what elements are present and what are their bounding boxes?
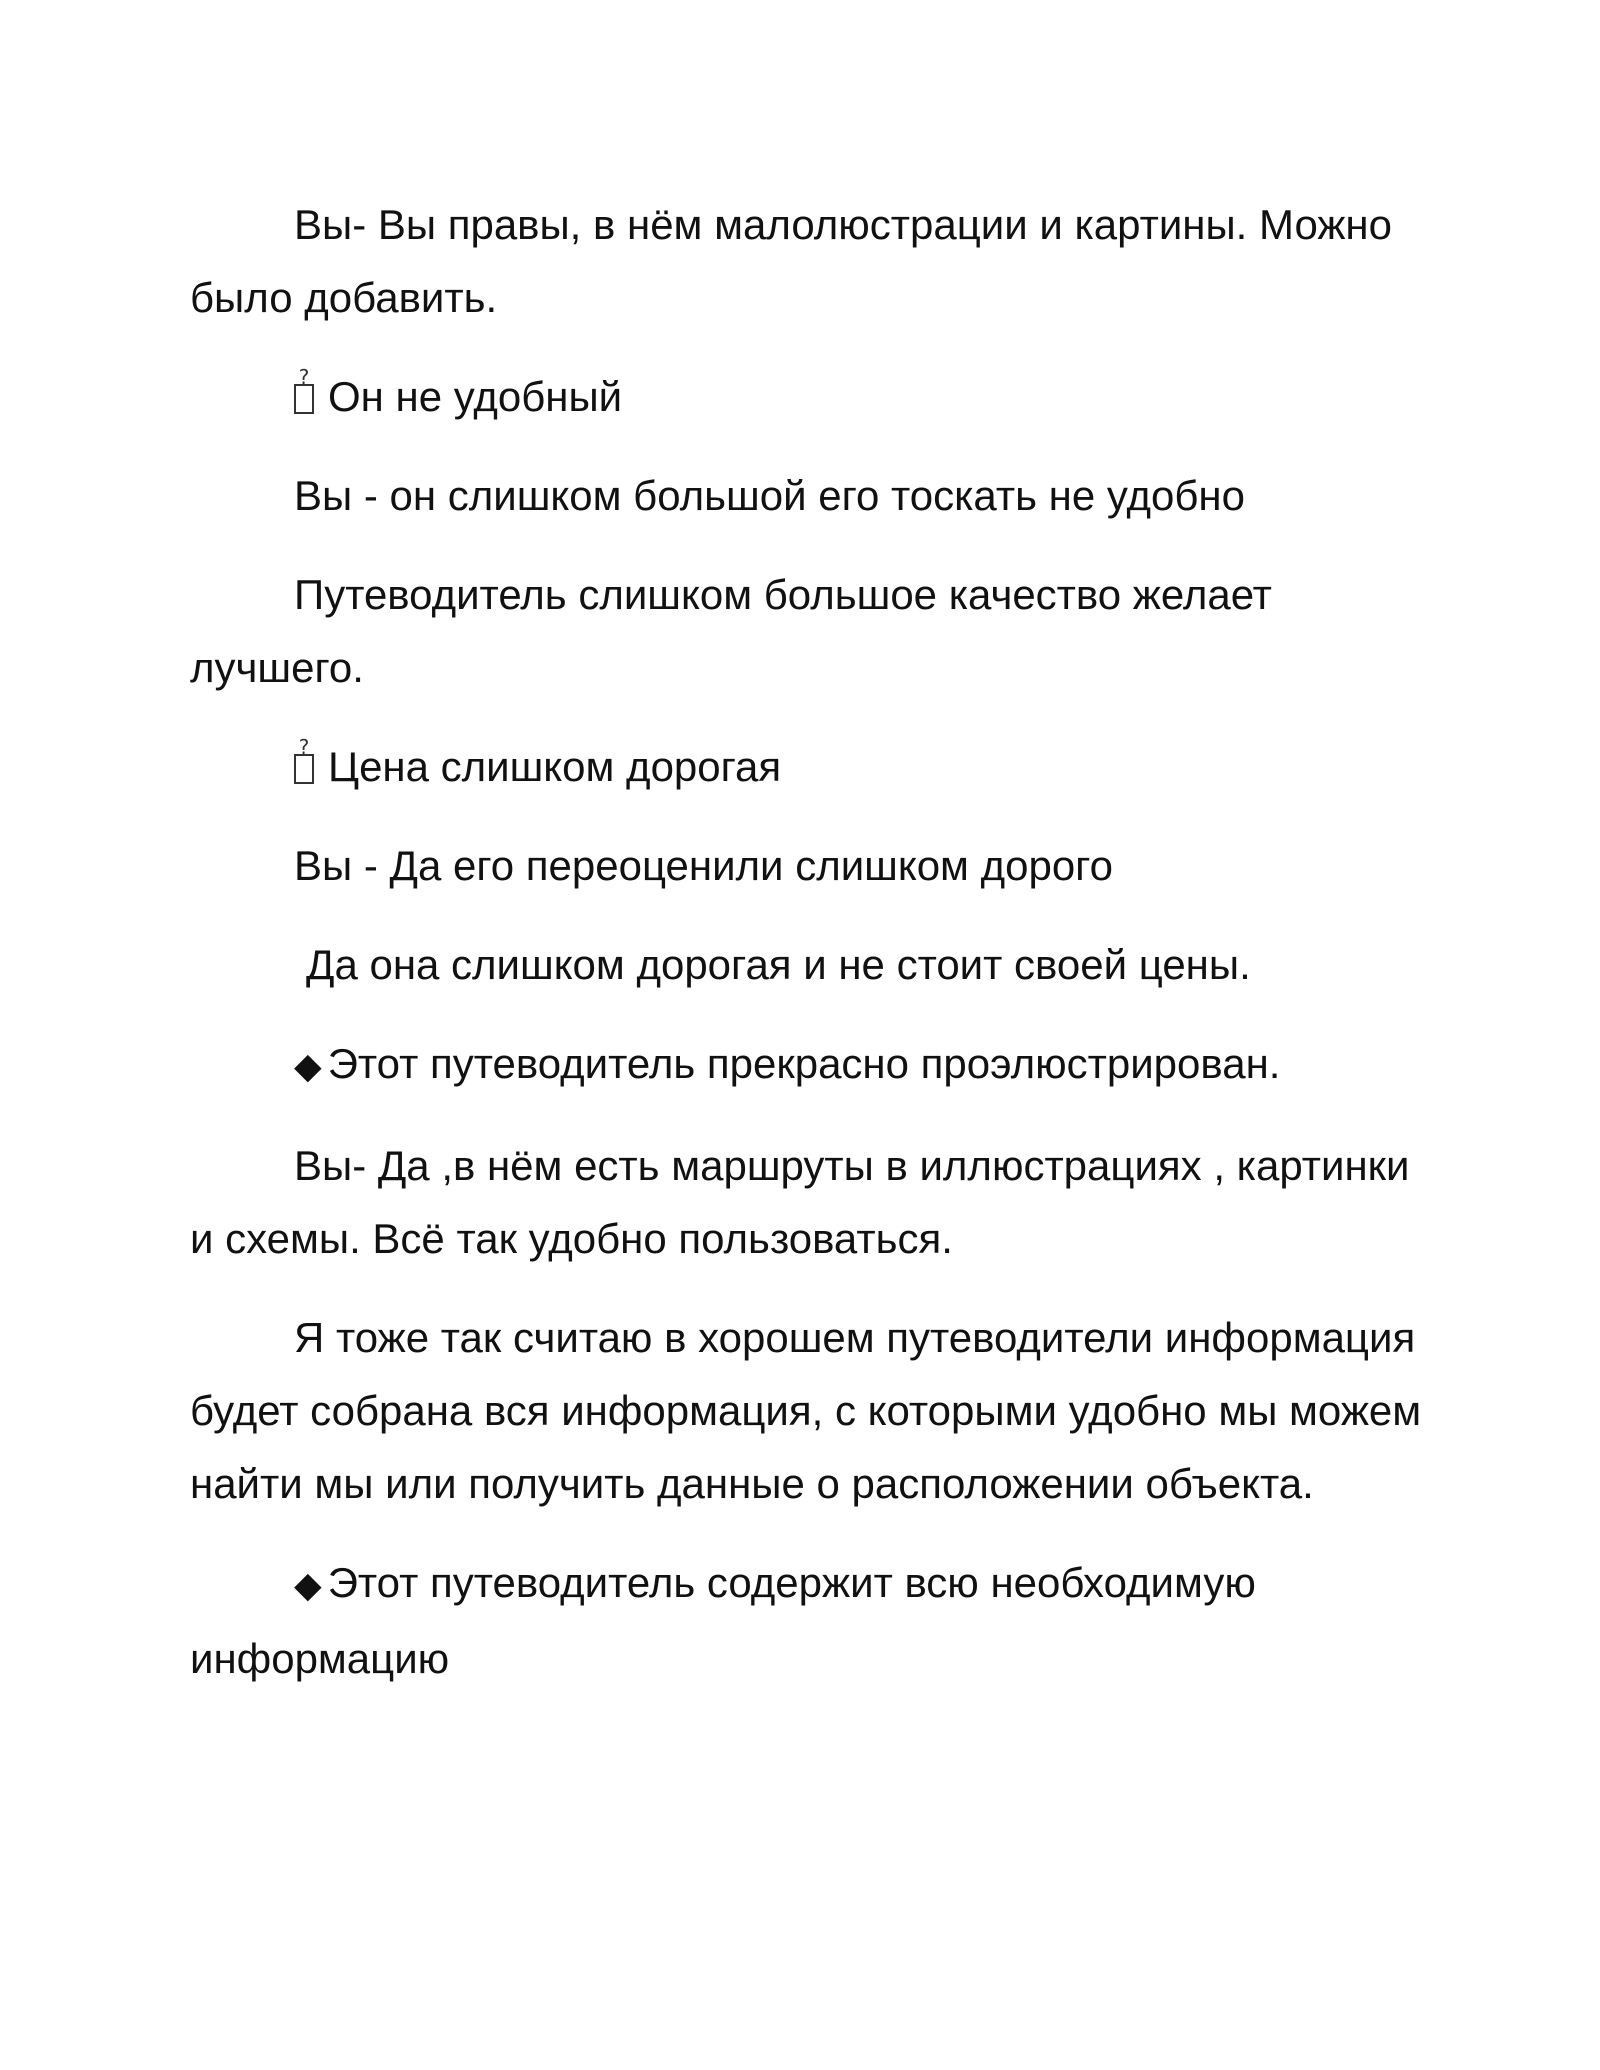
missing-glyph-icon — [294, 384, 314, 414]
paragraph-text: Он не удобный — [328, 373, 623, 420]
diamond-bullet-icon: ◆ — [294, 1046, 322, 1087]
paragraph-text: Я тоже так считаю в хорошем путеводители информация будет собрана вся информация, с которыми удобно мы можем найти мы или получить данные о расположении объекта. — [190, 1314, 1422, 1507]
paragraph-text: Вы- Вы правы, в нём малолюстрации и картины. Можно было добавить. — [190, 201, 1392, 321]
paragraph-5 — [190, 730, 1430, 803]
paragraph-3 — [190, 459, 1430, 532]
paragraph-text: Вы - он слишком большой его тоскать не удобно — [294, 472, 1245, 519]
paragraph-text: Вы- Да ,в нём есть маршруты в иллюстрациях , картинки и схемы. Всё так удобно пользоваться. — [190, 1142, 1410, 1262]
paragraph-text: Этот путеводитель содержит всю необходимую информацию — [190, 1559, 1256, 1682]
paragraph-2 — [190, 360, 1430, 433]
paragraph-10 — [190, 1301, 1430, 1520]
paragraph-7 — [190, 928, 1430, 1001]
diamond-bullet-icon: ◆ — [294, 1565, 322, 1606]
missing-glyph-icon — [294, 754, 314, 784]
document-body — [190, 188, 1430, 1721]
paragraph-6 — [190, 829, 1430, 902]
paragraph-1 — [190, 188, 1430, 334]
paragraph-text: Этот путеводитель прекрасно проэлюстрирован. — [327, 1040, 1281, 1087]
paragraph-8 — [190, 1027, 1430, 1103]
paragraph-11 — [190, 1546, 1430, 1695]
paragraph-text: Вы - Да его переоценили слишком дорого — [294, 842, 1113, 889]
paragraph-9 — [190, 1129, 1430, 1275]
paragraph-text: Да она слишком дорогая и не стоит своей цены. — [306, 941, 1251, 988]
paragraph-4 — [190, 558, 1430, 704]
paragraph-text: Путеводитель слишком большое качество желает лучшего. — [190, 571, 1272, 691]
paragraph-text: Цена слишком дорогая — [328, 743, 782, 790]
